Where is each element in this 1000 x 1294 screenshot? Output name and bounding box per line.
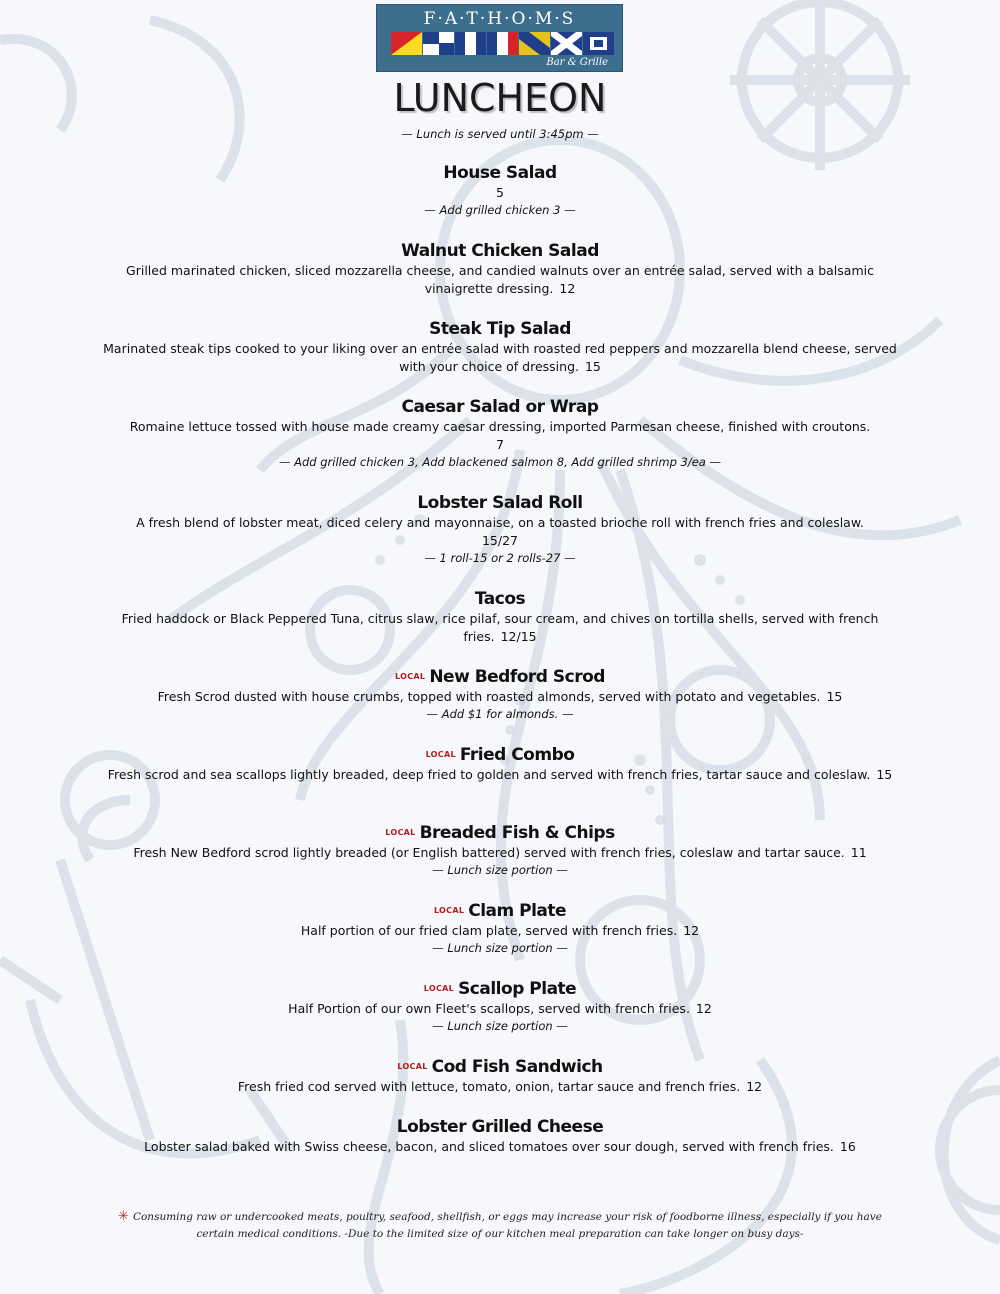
item-description-text: Half portion of our fried clam plate, served with french fries. bbox=[300, 923, 678, 938]
local-badge: LOCAL bbox=[397, 1062, 428, 1071]
fathoms-logo bbox=[376, 4, 623, 72]
item-note: — Lunch size portion — bbox=[432, 941, 568, 955]
item-description-text: Fresh scrod and sea scallops lightly breaded, deep fried to golden and served with french fries, tartar sauce and coleslaw. bbox=[107, 767, 871, 782]
item-name-text: House Salad bbox=[443, 163, 557, 183]
item-name-text: Steak Tip Salad bbox=[429, 319, 571, 339]
item-description-text: Fresh Scrod dusted with house crumbs, topped with roasted almonds, served with potato and vegetables. bbox=[157, 689, 821, 704]
item-description bbox=[100, 922, 900, 940]
item-price: 12 bbox=[559, 281, 576, 296]
item-note: — Add grilled chicken 3 — bbox=[424, 203, 576, 217]
item-price: 15 bbox=[584, 359, 601, 374]
menu-item bbox=[100, 822, 900, 879]
item-note: — Lunch size portion — bbox=[432, 1019, 568, 1033]
item-note: — Add $1 for almonds. — bbox=[426, 707, 574, 721]
item-name bbox=[100, 666, 900, 688]
item-description-text: Romaine lettuce tossed with house made creamy caesar dressing, imported Parmesan cheese, finished with croutons. bbox=[129, 419, 871, 434]
nautical-flags bbox=[391, 32, 615, 55]
item-description bbox=[100, 844, 900, 862]
menu-item bbox=[100, 978, 900, 1035]
logo-subtitle: Bar & Grille bbox=[546, 57, 608, 68]
menu-title: LUNCHEON bbox=[393, 76, 607, 120]
local-badge: LOCAL bbox=[395, 672, 426, 681]
item-price: 11 bbox=[850, 845, 867, 860]
menu-item bbox=[100, 588, 900, 646]
flag-icon bbox=[423, 32, 454, 55]
item-description bbox=[100, 1138, 900, 1156]
menu-item bbox=[100, 744, 900, 784]
item-price: 15/27 bbox=[481, 533, 519, 548]
item-description bbox=[100, 1078, 900, 1096]
item-name bbox=[100, 588, 900, 610]
item-name bbox=[100, 978, 900, 1000]
local-badge: LOCAL bbox=[423, 984, 455, 993]
item-description bbox=[100, 766, 900, 784]
item-name-text: Caesar Salad or Wrap bbox=[401, 397, 599, 417]
item-name bbox=[100, 822, 900, 844]
item-description-text: Fresh fried cod served with lettuce, tomato, onion, tartar sauce and french fries. bbox=[237, 1079, 741, 1094]
item-name bbox=[100, 240, 900, 262]
menu-item bbox=[100, 492, 900, 567]
item-name bbox=[100, 162, 900, 184]
item-note: — 1 roll-15 or 2 rolls-27 — bbox=[424, 551, 576, 565]
item-name bbox=[100, 744, 900, 766]
item-description bbox=[100, 340, 900, 376]
disclaimer-text: Consuming raw or undercooked meats, poultry, seafood, shellfish, or eggs may increase your risk of foodborne illness, especially if you have certain medical conditions. -Due to the limited size of our kitchen meal preparation can take longer on busy days- bbox=[132, 1211, 882, 1240]
item-description-text: Fried haddock or Black Peppered Tuna, citrus slaw, rice pilaf, sour cream, and chives on tortilla shells, served with french fries. bbox=[121, 611, 879, 644]
menu-item bbox=[100, 396, 900, 471]
item-name-text: Tacos bbox=[474, 589, 526, 609]
item-price: 16 bbox=[839, 1139, 856, 1154]
menu-item bbox=[100, 666, 900, 723]
local-badge: LOCAL bbox=[385, 828, 416, 837]
item-description bbox=[100, 418, 900, 436]
menu-intro: — Lunch is served until 3:45pm — bbox=[401, 127, 599, 141]
item-name-text: Breaded Fish & Chips bbox=[419, 823, 615, 843]
item-description bbox=[100, 688, 900, 706]
item-description bbox=[100, 1000, 900, 1018]
flag-icon bbox=[487, 32, 518, 55]
item-name bbox=[100, 318, 900, 340]
item-price: 12 bbox=[746, 1079, 763, 1094]
local-badge: LOCAL bbox=[433, 906, 465, 915]
logo-name: F·A·T·H·O·M·S bbox=[423, 9, 576, 29]
flag-icon bbox=[391, 32, 422, 55]
item-name-text: Cod Fish Sandwich bbox=[431, 1057, 603, 1077]
menu-item bbox=[100, 318, 900, 376]
food-safety-disclaimer bbox=[110, 1208, 890, 1243]
item-description bbox=[100, 262, 900, 298]
item-description-text: Lobster salad baked with Swiss cheese, bacon, and sliced tomatoes over sour dough, served with french fries. bbox=[144, 1139, 834, 1154]
item-description-text: Half Portion of our own Fleet's scallops, served with french fries. bbox=[288, 1001, 690, 1016]
menu-item bbox=[100, 162, 900, 219]
item-description-text: A fresh blend of lobster meat, diced celery and mayonnaise, on a toasted brioche roll with french fries and coleslaw. bbox=[136, 515, 864, 530]
item-name-text: New Bedford Scrod bbox=[429, 667, 605, 687]
menu-item bbox=[100, 240, 900, 298]
menu-item bbox=[100, 900, 900, 957]
item-name bbox=[100, 1056, 900, 1078]
flag-icon bbox=[455, 32, 486, 55]
item-name-text: Walnut Chicken Salad bbox=[401, 241, 599, 261]
menu-item bbox=[100, 1116, 900, 1156]
item-price: 12 bbox=[695, 1001, 712, 1016]
item-price: 15 bbox=[876, 767, 893, 782]
item-price: 5 bbox=[496, 185, 504, 200]
item-name-text: Clam Plate bbox=[468, 901, 567, 921]
item-name bbox=[100, 396, 900, 418]
item-description-text: Fresh New Bedford scrod lightly breaded (or English battered) served with french fries, coleslaw and tartar sauce. bbox=[133, 845, 845, 860]
local-badge: LOCAL bbox=[425, 750, 456, 759]
item-note: — Add grilled chicken 3, Add blackened salmon 8, Add grilled shrimp 3/ea — bbox=[278, 455, 722, 469]
item-description bbox=[100, 514, 900, 532]
item-price: 12/15 bbox=[500, 629, 537, 644]
item-name-text: Fried Combo bbox=[459, 745, 575, 765]
item-name-text: Lobster Grilled Cheese bbox=[396, 1117, 604, 1137]
item-name bbox=[100, 492, 900, 514]
item-name-text: Scallop Plate bbox=[458, 979, 577, 999]
item-note: — Lunch size portion — bbox=[432, 863, 568, 877]
item-name bbox=[100, 1116, 900, 1138]
item-description bbox=[100, 610, 900, 646]
item-name-text: Lobster Salad Roll bbox=[417, 493, 583, 513]
menu-item bbox=[100, 1056, 900, 1096]
item-name bbox=[100, 900, 900, 922]
item-description-text: Marinated steak tips cooked to your liking over an entrée salad with roasted red peppers and mozzarella blend cheese, served with your choice of dressing. bbox=[103, 341, 897, 374]
asterisk-icon: ✳ bbox=[118, 1209, 129, 1224]
flag-icon bbox=[551, 32, 582, 55]
flag-icon bbox=[583, 32, 614, 55]
item-price: 7 bbox=[496, 437, 504, 452]
item-price: 12 bbox=[683, 923, 700, 938]
item-description-text: Grilled marinated chicken, sliced mozzarella cheese, and candied walnuts over an entrée salad, served with a balsamic vinaigrette dressing. bbox=[126, 263, 874, 296]
flag-icon bbox=[519, 32, 550, 55]
item-price: 15 bbox=[826, 689, 843, 704]
